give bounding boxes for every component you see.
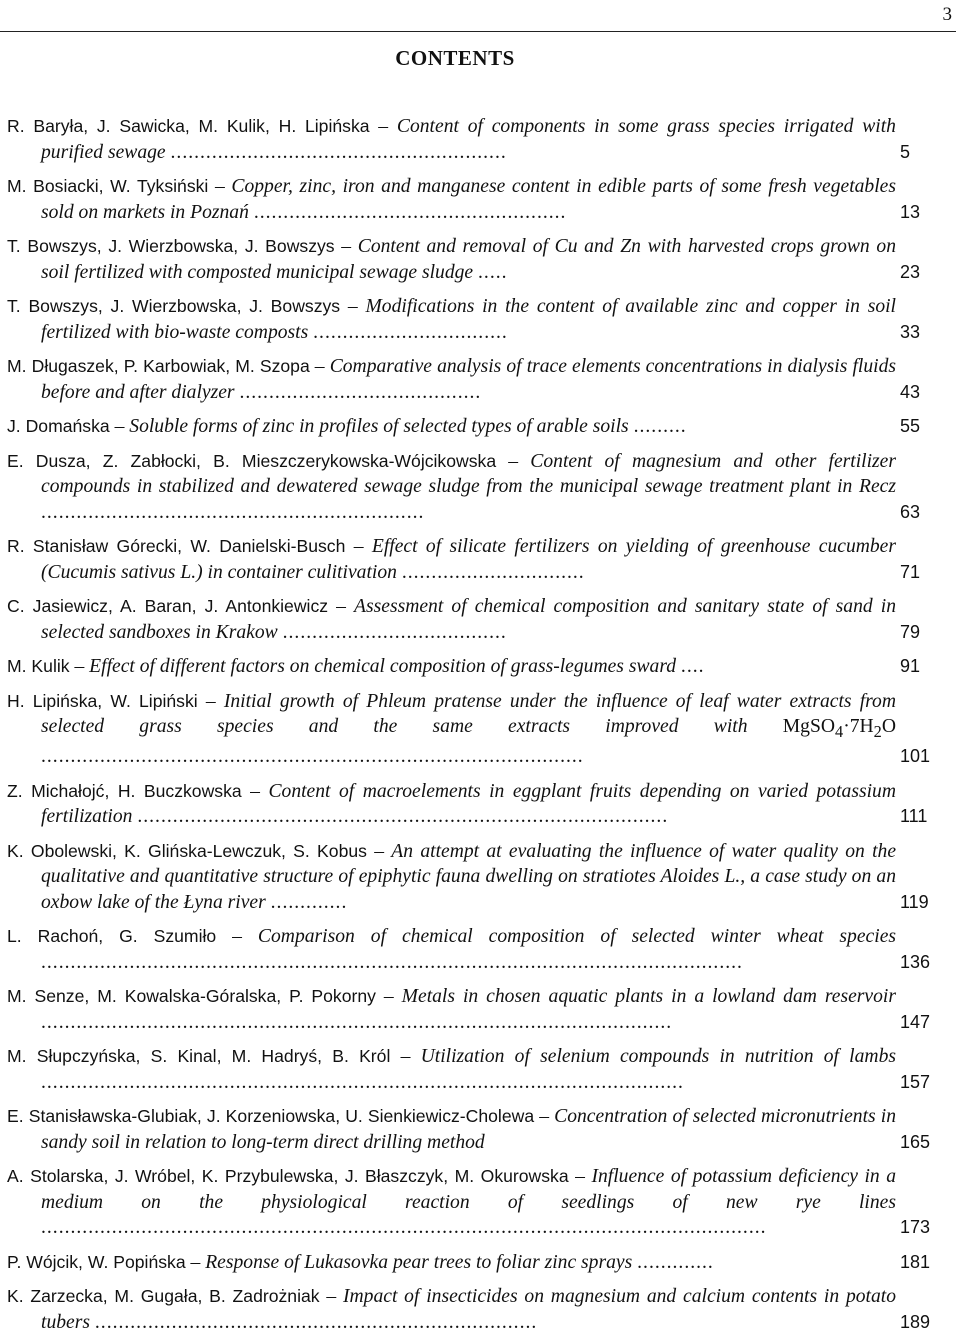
entry-authors: L. Rachoń, G. Szumiło bbox=[7, 926, 217, 947]
entry-authors: H. Lipińska, W. Lipiński bbox=[7, 690, 198, 711]
toc-entry[interactable]: C. Jasiewicz, A. Baran, J. Antonkiewicz – Assessment of chemical composition and sanitary state of sand in selected sandboxes in Krakow ...................................... 79 bbox=[7, 594, 956, 645]
entry-authors: M. Bosiacki, W. Tyksiński bbox=[7, 176, 209, 196]
entry-authors: M. Długaszek, P. Karbowiak, M. Szopa bbox=[7, 356, 310, 376]
entry-title: Comparative analysis of trace elements concentrations in dialysis fluids before and after dialyzer bbox=[41, 356, 897, 403]
table-of-contents bbox=[7, 114, 956, 1344]
entry-authors: T. Bowszys, J. Wierzbowska, J. Bowszys bbox=[7, 236, 335, 256]
dot-leader: ......... bbox=[633, 416, 687, 437]
entry-title: Comparison of chemical composition of selected winter wheat species bbox=[257, 926, 897, 948]
toc-entry[interactable]: P. Wójcik, W. Popińska – Response of Lukasovka pear trees to foliar zinc sprays ............. 181 bbox=[7, 1250, 956, 1276]
entry-title: Assessment of chemical composition and sanitary state of sand in selected sandboxes in Krakow bbox=[41, 596, 896, 643]
entry-page: 79 bbox=[900, 621, 921, 642]
toc-entry[interactable]: R. Stanisław Górecki, W. Danielski-Busch – Effect of silicate fertilizers on yielding of greenhouse cucumber (Cucumis sativus L.) in container culitivation ............................... 71 bbox=[7, 534, 956, 585]
page-number: 3 bbox=[942, 4, 952, 25]
dot-leader: ................................................................. bbox=[41, 501, 425, 523]
toc-entry[interactable]: A. Stolarska, J. Wróbel, K. Przybulewska, J. Błaszczyk, M. Okurowska – Influence of potassium deficiency in a medium on the physiological reaction of seedlings of new rye lines ........................................................................................................................... 173 bbox=[7, 1164, 956, 1241]
entry-page: 63 bbox=[900, 501, 921, 522]
entry-title: Modifications in the content of available zinc and copper in soil fertilized with bio-waste composts bbox=[41, 296, 897, 343]
entry-authors: E. Stanisławska-Glubiak, J. Korzeniowska, U. Sienkiewicz-Cholewa bbox=[7, 1106, 535, 1127]
entry-title: Initial growth of Phleum pratense under the influence of leaf water extracts from selected grass species and the same extracts improved with bbox=[41, 690, 897, 737]
dot-leader: ............. bbox=[270, 891, 348, 913]
entry-title: Response of Lukasovka pear trees to foliar zinc sprays bbox=[205, 1251, 633, 1273]
entry-page: 33 bbox=[900, 321, 921, 342]
entry-page: 55 bbox=[900, 416, 921, 436]
dot-leader: .... bbox=[680, 656, 705, 677]
dot-leader: ..... bbox=[478, 261, 508, 283]
entry-page: 189 bbox=[900, 1311, 931, 1332]
dot-leader: ........................................................................................................... bbox=[41, 1011, 673, 1033]
entry-title: Content and removal of Cu and Zn with harvested crops grown on soil fertilized with composted municipal sewage sludge bbox=[41, 236, 896, 283]
dot-leader: ........................................................................... bbox=[94, 1311, 538, 1333]
entry-title: Soluble forms of zinc in profiles of selected types of arable soils bbox=[129, 416, 629, 437]
entry-title: Effect of different factors on chemical composition of grass-legumes sward bbox=[89, 656, 677, 677]
entry-title: Impact of insecticides on magnesium and calcium contents in potato tubers bbox=[41, 1286, 897, 1333]
entry-authors: A. Stolarska, J. Wróbel, K. Przybulewska, J. Błaszczyk, M. Okurowska bbox=[7, 1166, 569, 1187]
dot-leader: ....................................................................................................................... bbox=[41, 951, 743, 973]
dot-leader: ......................................................... bbox=[170, 141, 507, 163]
dot-leader: ......................................... bbox=[239, 381, 482, 403]
dot-leader: ............................... bbox=[401, 561, 585, 583]
dot-leader: .......................................................................................... bbox=[137, 806, 669, 828]
entry-authors: E. Dusza, Z. Zabłocki, B. Mieszczerykowska-Wójcikowska bbox=[7, 450, 497, 471]
entry-authors: M. Słupczyńska, S. Kinal, M. Hadryś, B. Król bbox=[7, 1046, 391, 1067]
entry-authors: C. Jasiewicz, A. Baran, J. Antonkiewicz bbox=[7, 596, 329, 616]
toc-entry[interactable]: T. Bowszys, J. Wierzbowska, J. Bowszys – Content and removal of Cu and Zn with harvested crops grown on soil fertilized with composted municipal sewage sludge ..... 23 bbox=[7, 234, 956, 285]
entry-title: Content of magnesium and other fertilizer compounds in stabilized and dewatered sewage sludge from the municipal sewage treatment plant in Recz bbox=[41, 450, 896, 497]
entry-authors: R. Baryła, J. Sawicka, M. Kulik, H. Lipińska bbox=[7, 116, 370, 136]
entry-page: 23 bbox=[900, 261, 921, 282]
entry-title: Metals in chosen aquatic plants in a lowland dam reservoir bbox=[401, 986, 896, 1008]
dot-leader: ...................................... bbox=[282, 621, 507, 643]
toc-entry[interactable]: L. Rachoń, G. Szumiło – Comparison of chemical composition of selected winter wheat species ....................................................................................................................... 136 bbox=[7, 924, 956, 975]
toc-entry[interactable]: M. Słupczyńska, S. Kinal, M. Hadryś, B. Król – Utilization of selenium compounds in nutrition of lambs ............................................................................................................. 157 bbox=[7, 1044, 956, 1095]
entry-page: 136 bbox=[900, 951, 931, 972]
entry-authors: P. Wójcik, W. Popińska bbox=[7, 1251, 186, 1272]
entry-title: Influence of potassium deficiency in a medium on the physiological reaction of seedlings of new rye lines bbox=[41, 1166, 897, 1213]
entry-authors: K. Zarzecka, M. Gugała, B. Zadrożniak bbox=[7, 1286, 320, 1307]
toc-entry[interactable]: M. Senze, M. Kowalska-Góralska, P. Pokorny – Metals in chosen aquatic plants in a lowland dam reservoir ........................................................................................................... 147 bbox=[7, 984, 956, 1035]
chemical-formula: $MgSO_4\cdot 7H_2O$ bbox=[782, 716, 896, 741]
toc-entry[interactable]: K. Obolewski, K. Glińska-Lewczuk, S. Kobus – An attempt at evaluating the influence of water quality on the qualitative and quantitative structure of epiphytic fauna dwelling on stratiotes Aloides L., a case study on an oxbow lake of the Łyna river ............. 119 bbox=[7, 839, 956, 916]
entry-page: 5 bbox=[900, 141, 911, 162]
toc-entry[interactable]: T. Bowszys, J. Wierzbowska, J. Bowszys – Modifications in the content of available zinc and copper in soil fertilized with bio-waste composts ................................. 33 bbox=[7, 294, 956, 345]
page-title: CONTENTS bbox=[395, 46, 515, 70]
entry-page: 147 bbox=[900, 1011, 931, 1032]
entry-page: 165 bbox=[900, 1131, 931, 1152]
entry-page: 173 bbox=[900, 1217, 931, 1238]
toc-entry[interactable]: M. Długaszek, P. Karbowiak, M. Szopa – Comparative analysis of trace elements concentrations in dialysis fluids before and after dialyzer ......................................... 43 bbox=[7, 354, 956, 405]
toc-entry[interactable]: Z. Michałojć, H. Buczkowska – Content of macroelements in eggplant fruits depending on varied potassium fertilization .......................................................................................... 111 bbox=[7, 779, 956, 830]
dot-leader: ............................................................................................................. bbox=[41, 1071, 684, 1093]
entry-title: Utilization of selenium compounds in nutrition of lambs bbox=[420, 1046, 896, 1068]
entry-authors: Z. Michałojć, H. Buczkowska bbox=[7, 780, 242, 801]
entry-page: 101 bbox=[900, 746, 931, 767]
dot-leader: ................................. bbox=[313, 321, 508, 343]
toc-entry[interactable]: R. Baryła, J. Sawicka, M. Kulik, H. Lipińska – Content of components in some grass species irrigated with purified sewage ......................................................... 5 bbox=[7, 114, 956, 165]
entry-page: 111 bbox=[900, 806, 928, 827]
dot-leader: ........................................................................................................................... bbox=[41, 1217, 767, 1239]
entry-authors: M. Kulik bbox=[7, 656, 70, 676]
entry-title: Copper, zinc, iron and manganese content in edible parts of some fresh vegetables sold on markets in Poznań bbox=[41, 176, 896, 223]
header-rule bbox=[0, 31, 956, 32]
entry-page: 119 bbox=[900, 891, 929, 912]
toc-entry[interactable]: K. Zarzecka, M. Gugała, B. Zadrożniak – Impact of insecticides on magnesium and calcium contents in potato tubers ........................................................................... 189 bbox=[7, 1284, 956, 1335]
entry-authors: T. Bowszys, J. Wierzbowska, J. Bowszys bbox=[7, 296, 341, 316]
dot-leader: ............. bbox=[637, 1251, 714, 1273]
toc-entry[interactable]: J. Domańska – Soluble forms of zinc in profiles of selected types of arable soils ......... 55 bbox=[7, 414, 956, 440]
entry-authors: J. Domańska bbox=[7, 416, 110, 436]
entry-page: 43 bbox=[900, 381, 921, 402]
dot-leader: ............................................................................................ bbox=[41, 746, 584, 768]
dot-leader: ..................................................... bbox=[253, 201, 567, 223]
toc-entry[interactable]: M. Bosiacki, W. Tyksiński – Copper, zinc, iron and manganese content in edible parts of some fresh vegetables sold on markets in Poznań ..................................................... 13 bbox=[7, 174, 956, 225]
entry-title: Content of components in some grass species irrigated with purified sewage bbox=[41, 116, 896, 163]
entry-page: 181 bbox=[900, 1251, 931, 1272]
entry-page: 71 bbox=[900, 561, 921, 582]
entry-title: Content of macroelements in eggplant fruits depending on varied potassium fertilization bbox=[41, 780, 896, 828]
entry-authors: R. Stanisław Górecki, W. Danielski-Busch bbox=[7, 536, 346, 556]
toc-entry[interactable]: E. Stanisławska-Glubiak, J. Korzeniowska, U. Sienkiewicz-Cholewa – Concentration of selected micronutrients in sandy soil in relation to long-term direct drilling method 165 bbox=[7, 1104, 956, 1155]
entry-title: An attempt at evaluating the influence of water quality on the qualitative and quantitative structure of epiphytic fauna dwelling on stratiotes Aloides L., a case study on an oxbow lake of the Łyna river bbox=[41, 840, 897, 913]
entry-title: Concentration of selected micronutrients in sandy soil in relation to long-term direct drilling method bbox=[41, 1106, 897, 1153]
entry-authors: M. Senze, M. Kowalska-Góralska, P. Pokorny bbox=[7, 986, 376, 1007]
entry-authors: K. Obolewski, K. Glińska-Lewczuk, S. Kobus bbox=[7, 840, 367, 861]
entry-title: Effect of silicate fertilizers on yielding of greenhouse cucumber (Cucumis sativus L.) in container culitivation bbox=[41, 536, 897, 583]
toc-entry[interactable]: M. Kulik – Effect of different factors on chemical composition of grass-legumes sward .... 91 bbox=[7, 654, 956, 680]
toc-entry[interactable]: H. Lipińska, W. Lipiński – Initial growth of Phleum pratense under the influence of leaf water extracts from selected grass species and the same extracts improved with $MgSO_4\cdot 7H_2O$ ............................................................................................ 101 bbox=[7, 689, 956, 770]
toc-entry[interactable]: E. Dusza, Z. Zabłocki, B. Mieszczerykowska-Wójcikowska – Content of magnesium and other fertilizer compounds in stabilized and dewatered sewage sludge from the municipal sewage treatment plant in Recz ................................................................. 63 bbox=[7, 449, 956, 526]
entry-page: 157 bbox=[900, 1071, 931, 1092]
entry-page: 91 bbox=[900, 656, 921, 676]
entry-page: 13 bbox=[900, 201, 921, 222]
